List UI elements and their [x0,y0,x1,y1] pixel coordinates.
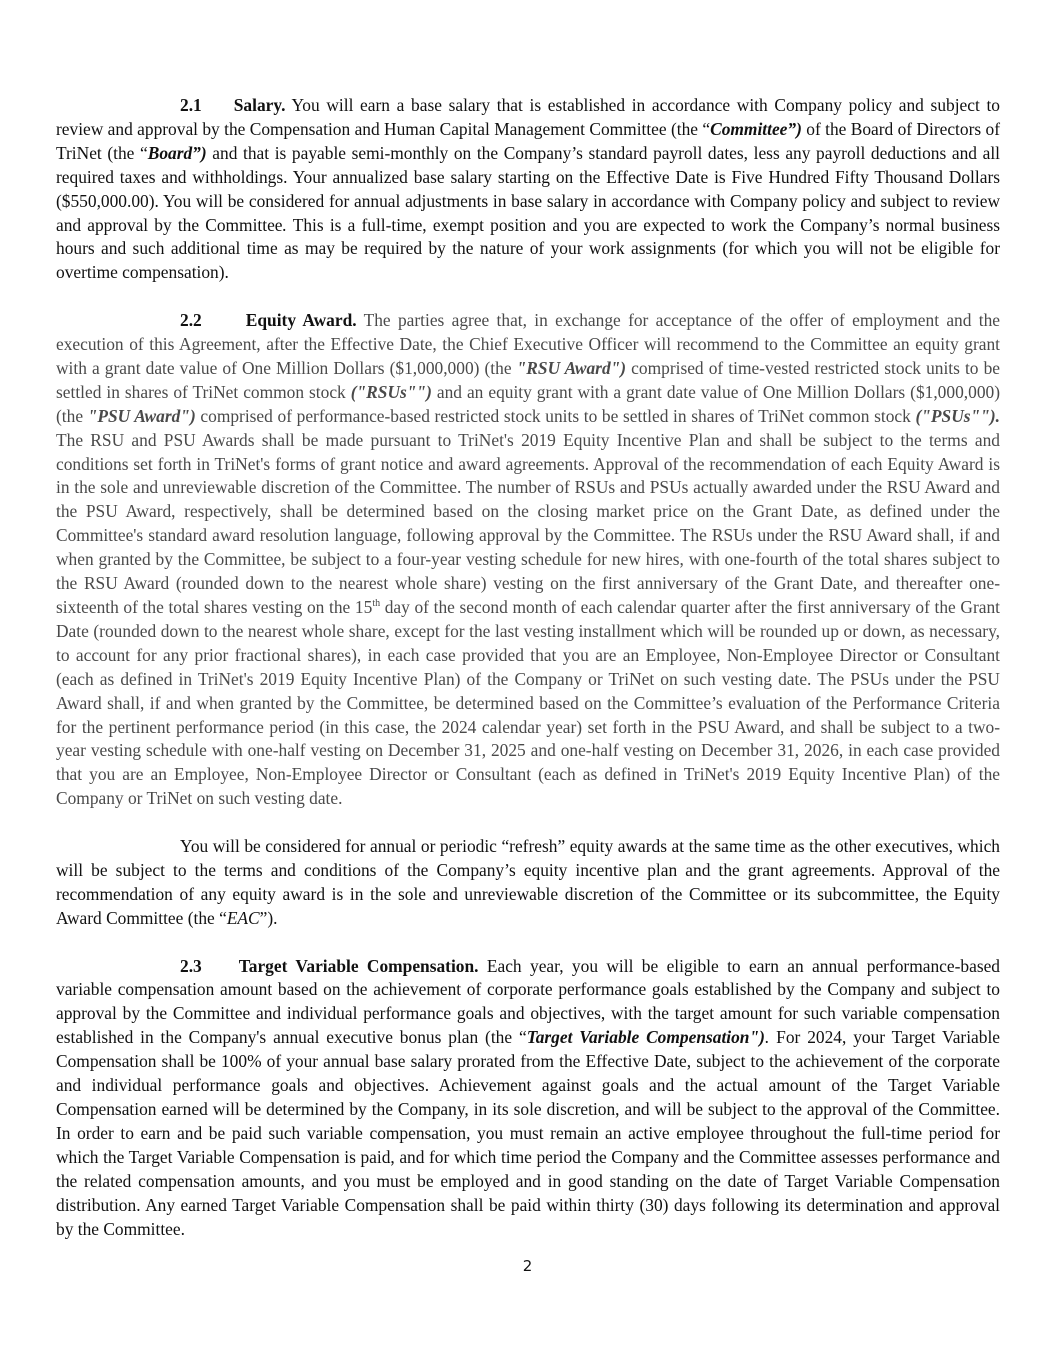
document-page [56,94,1000,1265]
body-text: (the [56,405,88,426]
body-text: The parties agree that, in exchange for acceptance of the offer of employment and the execution of this Agreement, after the Effective Date, the Chief Executive Officer will recommend to the Committee an equity grant with a grant date value of One Million Dollars ($1,000,000) (the [56,310,1000,378]
body-text: For 2024, your Target Variable Compensation shall be 100% of your annual base salary prorated from the Effective Date, subject to the achievement of the corporate and individual performance goals and objectives. Achievement against goals and the actual amount of the Target Variable Compensation earned will be determined by the Company, in its sole discretion, and will be subject to the approval of the Committee. In order to earn and be paid such variable compensation, you must remain an active employee throughout the full-time period for which the Target Variable Compensation is paid, and for which time period the Company and the Committee assesses performance and the related compensation amounts, and you must be employed and in good standing on the date of Target Variable Compensation distribution. Any earned Target Variable Compensation shall be paid within thirty (30) days following its determination and approval by the Committee. [56,1027,1000,1239]
defined-term: Committee”) [710,118,802,139]
body-text: This is a full-time, exempt position and you are expected to work the Company’s normal business hours and such additional time as may be required by the nature of your work assignments (for which you will not be eligible for overtime compensation). [56,214,1000,283]
section-heading: Salary. [233,95,286,115]
defined-term: Target Variable Compensation") [526,1027,765,1048]
page-number: 2 [522,1257,533,1275]
section-heading: Target Variable Compensation. [238,955,479,976]
defined-term: EAC [226,907,260,928]
section-2-3-target-variable-compensation [56,955,1000,1242]
body-text: . [764,1027,770,1048]
defined-term: "RSU Award") [516,357,627,378]
body-text: The RSU and PSU Awards shall be made pursuant to TriNet's 2019 Equity Incentive Plan and shall be subject to the terms and conditions set forth in TriNet's forms of grant notice and award agreements. Approval of the recommendation of each Equity Award is in the sole and unreviewable discretion of the Committee. The number of RSUs and PSUs actually awarded under the RSU Award and the PSU Award, respectively, shall be determined based on the closing market price on the Grant Date, as defined under the Committee's standard award resolution language, following approval by the Committee. The RSUs under the RSU Award shall, if and when granted by the Committee, be subject to a four-year vesting schedule for new hires, with one-fourth of the total shares subject to the RSU Award (rounded down to the nearest whole share) vesting on the first anniversary of the Grant Date, and thereafter one-sixteenth of the total shares vesting on the 15 [56,429,1000,618]
section-number: 2.2 [180,310,202,331]
body-text: day of the second month of each calendar quarter after the first anniversary of the Grant Date (rounded down to the nearest whole share, except for the last vesting installment which will be rounded up or down, as necessary, to account for any prior fractional shares), in each case provided that you are an Employee, Non-Employee Director or Consultant (each as defined in TriNet's 2019 Equity Incentive Plan) of the Company or TriNet on such vesting date. The PSUs under the PSU Award shall, if and when granted by the Committee, be determined based on the Committee’s evaluation of the Performance Criteria for the pertinent performance period (in this case, the 2024 calendar year) set forth in the PSU Award, and shall be subject to a two-year vesting schedule with one-half vesting on December 31, 2025 and one-half vesting on December 31, 2026, in each case provided that you are an Employee, Non-Employee Director or Consultant (each as defined in TriNet's 2019 Equity Incentive Plan) of the Company or TriNet on such vesting date. [56,597,1001,809]
section-number: 2.1 [180,95,202,115]
body-text: Each year, you will be eligible to earn an annual performance-based variable compensation amount based on the achievement of corporate performance goals established by the Company and subject to approval by the Committee and individual performance goals and objectives, with the target amount for such variable compensation established in the Company's annual executive bonus plan (the “ [56,955,1000,1048]
body-text: and that is payable semi-monthly on the Company’s standard payroll dates, less any payroll deductions and all required taxes and withholdings. Your annualized base salary starting on the Effective Date is Five Hundred Fifty Thousand Dollars ($550,000.00). You will be considered for annual adjustments in base salary in accordance with Company policy and subject to review and approval by the Committee [56,142,1000,235]
body-text: and an equity grant with a grant date value of One Million Dollars ($1,000,000) [431,381,1000,402]
body-text: You will be considered for annual or periodic “refresh” equity awards at the same time as the other executives, which will be subject to the terms and conditions of the Company’s equity incentive plan and the grant agreements. Approval of the recommendation of any equity award is in the sole and unreviewable discretion of the Committee or its subcommittee, the Equity Award Committee (the “ [56,836,1000,928]
body-text: ”). [259,907,278,928]
refresh-awards-paragraph [56,835,1000,931]
body-text: comprised of performance-based restricted stock units to be settled in shares of TriNet common stock [195,405,916,426]
body-text: . [282,214,287,235]
section-heading: Equity Award. [245,310,357,331]
body-text: You will earn a base salary that is established in accordance with Company policy and subject to review and approval by the Compensation and Human Capital Management Committee (the “ [56,95,1000,139]
defined-term: ("PSUs""). [915,405,1000,426]
section-2-2-equity-award [56,309,1000,811]
defined-term: "PSU Award") [87,405,196,426]
defined-term: ("RSUs"") [350,381,432,402]
body-text: of the Board of Directors of TriNet (the “ [56,118,1000,163]
ordinal-suffix: th [372,598,381,610]
body-text: comprised of time-vested restricted stock units to be settled in shares of TriNet common stock [56,357,1000,402]
section-number: 2.3 [180,955,202,976]
defined-term: Board”) [147,142,207,163]
section-2-1-salary [56,94,1000,285]
